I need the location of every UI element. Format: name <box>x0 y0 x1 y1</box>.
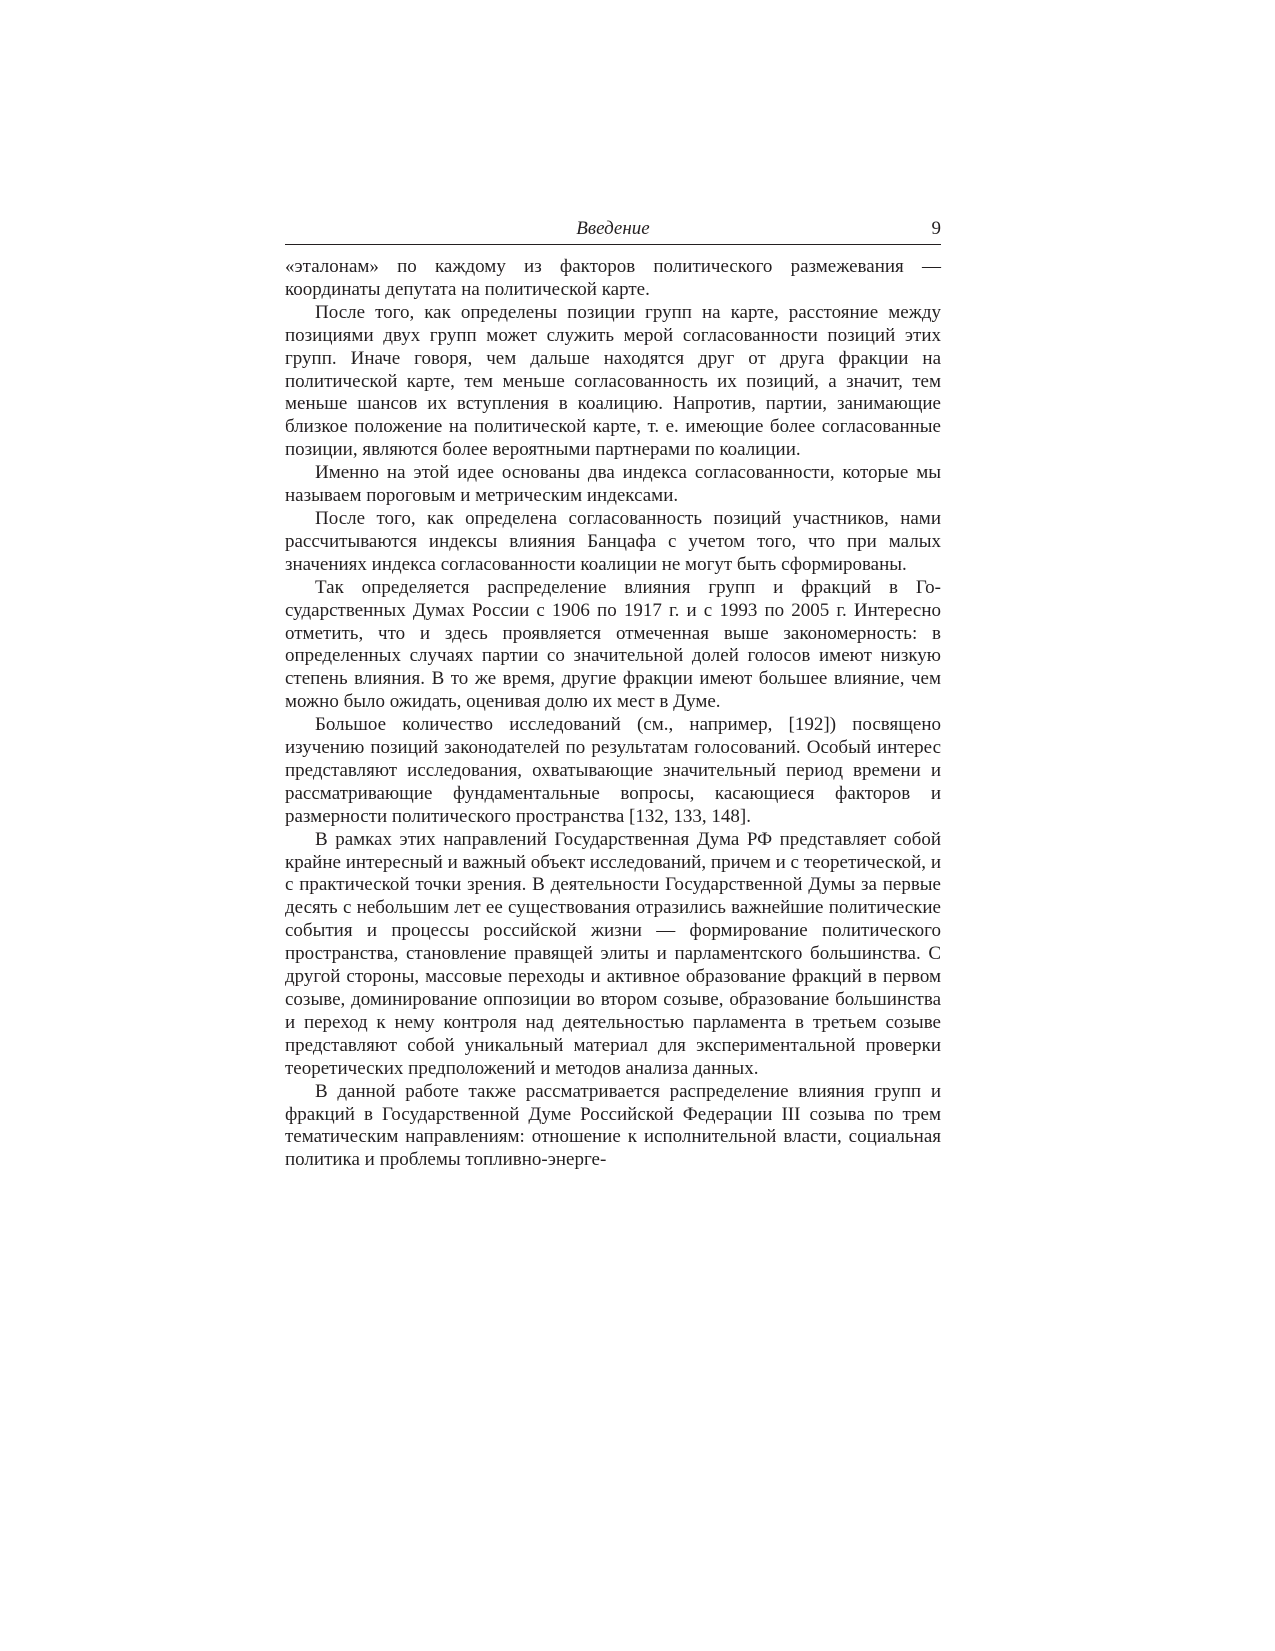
paragraph-last: В данной работе также рассматривается распределение влияния групп и фракций в Государственной Думе Российской Федерации III созыва по трем тематическим направлениям: отношение к исполнительной власти, социальная политика и проблемы топливно-энерге- <box>285 1080 941 1171</box>
paragraph: После того, как определена согласованность позиций участников, нами рассчитываются индексы влияния Банцафа с учетом того, что при малых значениях индекса согласованности коалиции не могут быть сформированы. <box>285 507 941 575</box>
paragraph: После того, как определены позиции групп на карте, расстояние между позициями двух групп может служить мерой согласованности позиций этих групп. Иначе говоря, чем дальше находятся друг от друга фракции на политической карте, тем меньше согласованность их позиций, а значит, тем меньше шансов их вступления в коалицию. Напротив, партии, занимающие близкое положение на политической карте, т. е. имеющие более согласованные позиции, являются более вероятными партнерами по коалиции. <box>285 301 941 461</box>
paragraph: Большое количество исследований (см., например, [192]) посвящено изучению позиций законодателей по результатам голосований. Особый интерес представляют исследования, охватывающие значительный период времени и рассматривающие фундаментальные вопросы, касающиеся факторов и размерности политического пространства [132, 133, 148]. <box>285 714 941 827</box>
running-title: Введение <box>576 218 650 239</box>
body-text <box>285 256 941 1172</box>
paragraph-continuation: «эталонам» по каждому из факторов политического размежевания — координаты депутата на политической карте. <box>285 256 941 300</box>
running-header <box>285 218 941 245</box>
paragraph: Так определяется распределение влияния групп и фракций в Государственных Думах России с 1906 по 1917 г. и с 1993 по 2005 г. Интересно отметить, что и здесь проявляется отмеченная выше закономерность: в определенных случаях партии со значительной долей голосов имеют низкую степень влияния. В то же время, другие фракции имеют большее влияние, чем можно было ожидать, оценивая долю их мест в Думе. <box>285 576 941 713</box>
paragraph: В рамках этих направлений Государственная Дума РФ представляет собой крайне интересный и важный объект исследований, причем и с теоретической, и с практической точки зрения. В деятельности Государственной Думы за первые десять с небольшим лет ее существования отразились важнейшие политические события и процессы российской жизни — формирование политического пространства, становление правящей элиты и парламентского большинства. С другой стороны, массовые переходы и активное образование фракций в первом созыве, доминирование оппозиции во втором созыве, образование большинства и переход к нему контроля над деятельностью парламента в третьем созыве представляют собой уникальный материал для экспериментальной проверки теоретических предположений и методов анализа данных. <box>285 828 941 1079</box>
page-number: 9 <box>931 218 941 239</box>
paragraph: Именно на этой идее основаны два индекса согласованности, которые мы называем пороговым и метрическим индексами. <box>285 462 941 507</box>
book-page <box>285 218 941 1172</box>
